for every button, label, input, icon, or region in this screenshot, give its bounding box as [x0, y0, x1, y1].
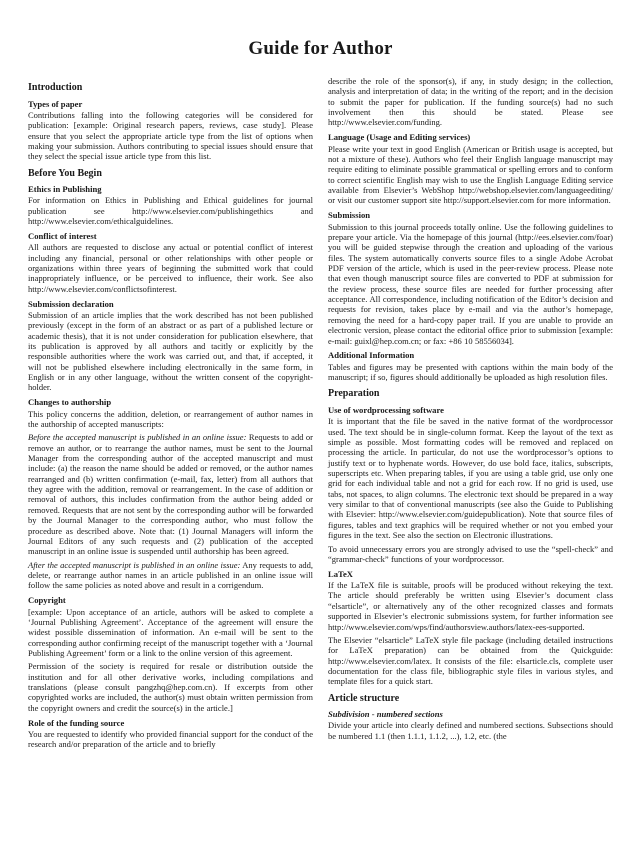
subsection-heading: Subdivision - numbered sections — [328, 709, 443, 720]
subsection-heading: Conflict of interest — [28, 231, 97, 241]
paragraph: It is important that the file be saved in the native format of the wordprocessor used. The text should be in single-column format. Keep the layout of the text as simple as possible. Most formatting codes will be removed and replaced on processing the article. In particular, do not use the wordprocessor’s options to justify text or to hyphenate words. However, do use bold face, italics, subscripts, superscripts etc. When preparing tables, if you are using a table grid, use only one grid for each individual table and not a grid for each row. If no grid is used, use tabs, not spaces, to align columns. The electronic text should be prepared in a way very similar to that of conventional manuscripts (see also the Guide to Publishing with Elsevier: http://www.elsevier.com/guidepublication). Note that source files of figures, tables and text graphics will be required whether or not you embed your figures in the text. See also the section on Electronic illustrations. — [328, 416, 613, 541]
subsection-heading: Submission — [328, 210, 371, 221]
left-column — [28, 76, 313, 753]
paragraph: All authors are requested to disclose any actual or potential conflict of interest including any financial, personal or other relationships with other people or organizations within three years of beginning the submitted work that could inappropriately influence, or be perceived to influence, their work. See also http://www.elsevier.com/conflictsofinterest. — [28, 242, 313, 294]
paragraph: Contributions falling into the following categories will be considered for publication: [example: Original research papers, reviews, case study]. Please ensure that you select the appropriate article type from the list of options when making your submission. Authors contributing to special issues should ensure that they select the special issue article type from this list. — [28, 109, 313, 162]
subsection-heading: Language (Usage and Editing services) — [328, 132, 471, 143]
paragraph: For information on Ethics in Publishing and Ethical guidelines for journal publication see http://www.elsevier.com/publishingethics and http://www.elsevier.com/ethicalguidelines. — [28, 195, 313, 227]
subsection-heading: Changes to authorship — [28, 397, 112, 408]
subsection-heading: Submission declaration — [28, 298, 114, 309]
section-heading: Before You Begin — [28, 167, 102, 179]
document-title: Guide for Author — [248, 38, 393, 59]
subsection-heading: Use of wordprocessing software — [328, 404, 444, 415]
paragraph: Tables and figures may be presented with captions within the main body of the manuscript; if so, figures should additionally be uploaded as high resolution files. — [328, 361, 613, 383]
paragraph: Submission of an article implies that the work described has not been published previously (except in the form of an abstract or as part of a published lecture or academic thesis), that it is not under consideration for publication elsewhere, that its publication is approved by all authors and tacitly or explicitly by the responsible authorities where the work was carried out, and that, if accepted, it will not be published elsewhere including electronically in the same form, in English or in any other language, without the written consent of the copyright-holder. — [28, 309, 313, 393]
section-heading: Preparation — [328, 388, 380, 400]
paragraph: Permission of the society is required for resale or distribution outside the institution and for all other derivative works, including compilations and translations (please consult pangzhq@hep.com.cn). If excerpts from other copyrighted works are included, the author(s) must obtain written permission from the copyright owners and credit the source(s) in the article.] — [28, 661, 313, 713]
paragraph: describe the role of the sponsor(s), if any, in study design; in the collection, analysis and interpretation of data; in the writing of the report; and in the decision to submit the paper for publication. If the funding source(s) had no such involvement then this should be stated. Please see http://www.elsevier.com/funding. — [328, 76, 613, 128]
italic-lead-text: After the accepted manuscript is published in an online issue: — [28, 559, 241, 570]
subsection-heading: Role of the funding source — [28, 717, 125, 728]
subsection-heading: Types of paper — [28, 98, 83, 109]
paragraph: The Elsevier “elsarticle” LaTeX style file package (including detailed instructions for LaTeX preparation) can be obtained from the Quickguide: http://www.elsevier.com/latex. It consists of the file: elsarticle.cls, complete user documentation for the class file, bibliographic style files in various styles, and template files for a quick start. — [328, 634, 613, 687]
paragraph: Submission to this journal proceeds totally online. Use the following guidelines to prepare your article. Via the homepage of this journal (http://ees.elsevier.com/foar) you will be guided stepwise through the creation and uploading of the various files. The system automatically converts source files to a single Adobe Acrobat PDF version of the article, which is used in the peer-review process. Please note that even though manuscript source files are converted to PDF at submission for the review process, these source files are needed for further processing after acceptance. All correspondence, including notification of the Editor’s decision and requests for revision, takes place by e-mail and via the author’s homepage, removing the need for a hard-copy paper trail. If you are unable to provide an electronic version, please contact the editorial office prior to submission [example: e-mail: guixl@hep.com.cn; or fax: +86 10 58556034]. — [328, 221, 613, 346]
paragraph: To avoid unnecessary errors you are strongly advised to use the “spell-check” and “grammar-check” functions of your wordprocessor. — [328, 543, 613, 564]
paragraph: You are requested to identify who provided financial support for the conduct of the research and/or preparation of the article and to briefly — [28, 728, 313, 750]
section-heading: Article structure — [328, 692, 400, 704]
subsection-heading: Copyright — [28, 595, 66, 606]
paragraph: Before the accepted manuscript is published in an online issue: Requests to add or remove an author, or to rearrange the author names, must be sent to the Journal Manager from the corresponding author of the accepted manuscript and must include: (a) the reason the name should be added or removed, or the author names rearranged and (b) written confirmation (e-mail, fax, letter) from all authors that they agree with the addition, removal or rearrangement. In the case of addition or removal of authors, this includes confirmation from the author being added or removed. Requests that are not sent by the corresponding author will be forwarded by the Journal Manager to the corresponding author, who must follow the procedure as described above. Note that: (1) Journal Managers will inform the Journal Editors of any such requests and (2) publication of the accepted manuscript in an online issue is suspended until authorship has been agreed. — [28, 432, 313, 557]
paragraph: [example: Upon acceptance of an article, authors will be asked to complete a ‘Journal Publishing Agreement’. Acceptance of the agreement will ensure the widest possible dissemination of information. An e-mail will be sent to the corresponding author confirming receipt of the manuscript together with a ‘Journal Publishing Agreement’ form or a link to the online version of this agreement. — [28, 606, 313, 658]
paragraph: This policy concerns the addition, deletion, or rearrangement of author names in the authorship of accepted manuscripts: — [28, 408, 313, 429]
paragraph: If the LaTeX file is suitable, proofs will be produced without rekeying the text. The article should preferably be written using Elsevier’s document class “elsarticle”, or alternatively any of the other recognized classes and formats supported in Elsevier’s electronic submissions system, for further information see http://www.elsevier.com/wps/find/authorsview.authors/latex-ees-supported. — [328, 580, 613, 632]
paragraph: Divide your article into clearly defined and numbered sections. Subsections should be numbered 1.1 (then 1.1.1, 1.1.2, ...), 1.2, etc. (the — [328, 720, 613, 741]
right-column — [328, 76, 613, 744]
subsection-heading: LaTeX — [328, 568, 353, 579]
paragraph: Please write your text in good English (American or British usage is accepted, but not a mixture of these). Authors who feel their English language manuscript may require editing to eliminate possible grammatical or spelling errors and to conform to correct scientific English may wish to use the English Language Editing service available from Elsevier’s WebShop http://webshop.elsevier.com/languageediting/ or visit our customer support site http://support.elsevier.com for more information. — [328, 143, 613, 206]
italic-lead-text: Before the accepted manuscript is published in an online issue: — [28, 432, 247, 443]
section-heading: Introduction — [28, 82, 83, 93]
subsection-heading: Ethics in Publishing — [28, 184, 102, 195]
paragraph: After the accepted manuscript is published in an online issue: Any requests to add, delete, or rearrange author names in an article published in an online issue will follow the same policies as noted above and result in a corrigendum. — [28, 559, 313, 591]
two-column-layout — [28, 76, 613, 753]
subsection-heading: Additional Information — [328, 350, 415, 361]
